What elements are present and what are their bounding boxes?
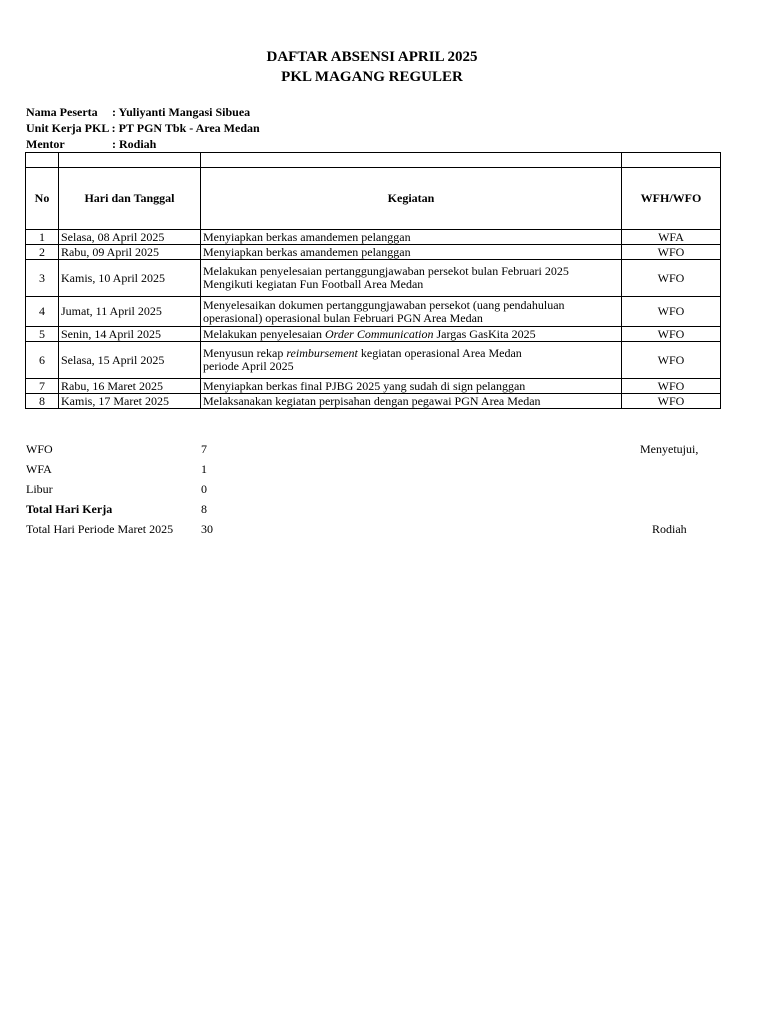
row-date: Selasa, 08 April 2025	[59, 230, 201, 245]
row-status: WFO	[622, 297, 721, 327]
row-date: Rabu, 16 Maret 2025	[59, 379, 201, 394]
participant-line	[26, 105, 250, 120]
row-activity: Menyiapkan berkas final PJBG 2025 yang sudah di sign pelanggan	[201, 379, 622, 394]
row-no: 5	[26, 327, 59, 342]
table-row	[26, 342, 721, 379]
summary-label: Libur	[26, 482, 53, 496]
mentor-value: : Rodiah	[112, 137, 157, 151]
row-date: Kamis, 17 Maret 2025	[59, 394, 201, 409]
activity-text: Jargas GasKita 2025	[433, 326, 536, 341]
table-row	[26, 230, 721, 245]
activity-line: periode April 2025	[203, 359, 294, 373]
row-activity	[201, 327, 622, 342]
document-title: DAFTAR ABSENSI APRIL 2025	[266, 49, 478, 65]
row-no: 2	[26, 245, 59, 260]
summary-value: 7	[201, 442, 207, 456]
row-activity: Menyiapkan berkas amandemen pelanggan	[201, 230, 622, 245]
row-status: WFO	[622, 379, 721, 394]
row-activity	[201, 260, 622, 297]
blank-cell	[622, 153, 721, 168]
table-row	[26, 379, 721, 394]
mentor-line	[26, 137, 156, 152]
table-header-row	[26, 168, 721, 230]
summary-value: 8	[201, 502, 207, 516]
row-date: Senin, 14 April 2025	[59, 327, 201, 342]
activity-text: kegiatan operasional Area Medan	[357, 346, 522, 360]
row-date: Jumat, 11 April 2025	[59, 297, 201, 327]
header-date: Hari dan Tanggal	[59, 168, 201, 230]
row-status: WFO	[622, 394, 721, 409]
row-status: WFO	[622, 260, 721, 297]
row-no: 1	[26, 230, 59, 245]
table-row	[26, 327, 721, 342]
row-status: WFO	[622, 327, 721, 342]
summary-wfa	[26, 462, 207, 476]
attendance-table	[25, 152, 721, 409]
summary-value: 30	[201, 522, 213, 536]
row-date: Kamis, 10 April 2025	[59, 260, 201, 297]
mentor-label: Mentor	[26, 137, 65, 151]
participant-label: Nama Peserta	[26, 105, 98, 119]
summary-label: Total Hari Periode Maret 2025	[26, 522, 174, 536]
row-date: Rabu, 09 April 2025	[59, 245, 201, 260]
row-activity	[201, 342, 622, 379]
row-activity: Menyiapkan berkas amandemen pelanggan	[201, 245, 622, 260]
table-row	[26, 394, 721, 409]
row-no: 4	[26, 297, 59, 327]
summary-label: WFO	[26, 442, 53, 456]
activity-line: Mengikuti kegiatan Fun Football Area Medan	[203, 277, 424, 291]
row-no: 7	[26, 379, 59, 394]
summary-total-period-days	[26, 522, 213, 536]
unit-line: Unit Kerja PKL : PT PGN Tbk - Area Medan	[26, 121, 260, 135]
activity-line: Melakukan penyelesaian pertanggungjawaban persekot bulan Februari 2025	[203, 264, 569, 278]
header-no: No	[26, 168, 59, 230]
summary-label: Total Hari Kerja	[26, 502, 113, 516]
activity-line: Menyelesaikan dokumen pertanggungjawaban persekot (uang pendahuluan	[203, 297, 565, 312]
row-no: 6	[26, 342, 59, 379]
summary-libur	[26, 482, 207, 496]
row-status: WFO	[622, 245, 721, 260]
approval-label: Menyetujui,	[640, 442, 699, 456]
blank-cell	[59, 153, 201, 168]
document-subtitle: PKL MAGANG REGULER	[281, 69, 463, 85]
summary-total-work-days	[26, 502, 207, 516]
blank-cell	[201, 153, 622, 168]
summary-value: 0	[201, 482, 207, 496]
summary-wfo	[26, 442, 207, 456]
table-row	[26, 297, 721, 327]
summary-label: WFA	[26, 462, 52, 476]
row-date: Selasa, 15 April 2025	[59, 342, 201, 379]
approval-signer: Rodiah	[652, 522, 687, 536]
summary-value: 1	[201, 462, 207, 476]
row-status: WFA	[622, 230, 721, 245]
row-activity	[201, 297, 622, 327]
header-status: WFH/WFO	[622, 168, 721, 230]
activity-italic: reimbursement	[286, 346, 358, 360]
row-activity: Melaksanakan kegiatan perpisahan dengan pegawai PGN Area Medan	[201, 394, 622, 409]
participant-value: : Yuliyanti Mangasi Sibuea	[112, 105, 251, 119]
activity-text: Menyusun rekap	[203, 346, 287, 360]
activity-italic: Order Communication	[324, 326, 434, 341]
table-row	[26, 245, 721, 260]
row-status: WFO	[622, 342, 721, 379]
blank-row	[26, 153, 721, 168]
header-activity: Kegiatan	[201, 168, 622, 230]
table-row	[26, 260, 721, 297]
activity-line: operasional) operasional bulan Februari PGN Area Medan	[203, 310, 483, 325]
blank-cell	[26, 153, 59, 168]
row-no: 8	[26, 394, 59, 409]
activity-text: Melakukan penyelesaian	[203, 326, 325, 341]
row-no: 3	[26, 260, 59, 297]
